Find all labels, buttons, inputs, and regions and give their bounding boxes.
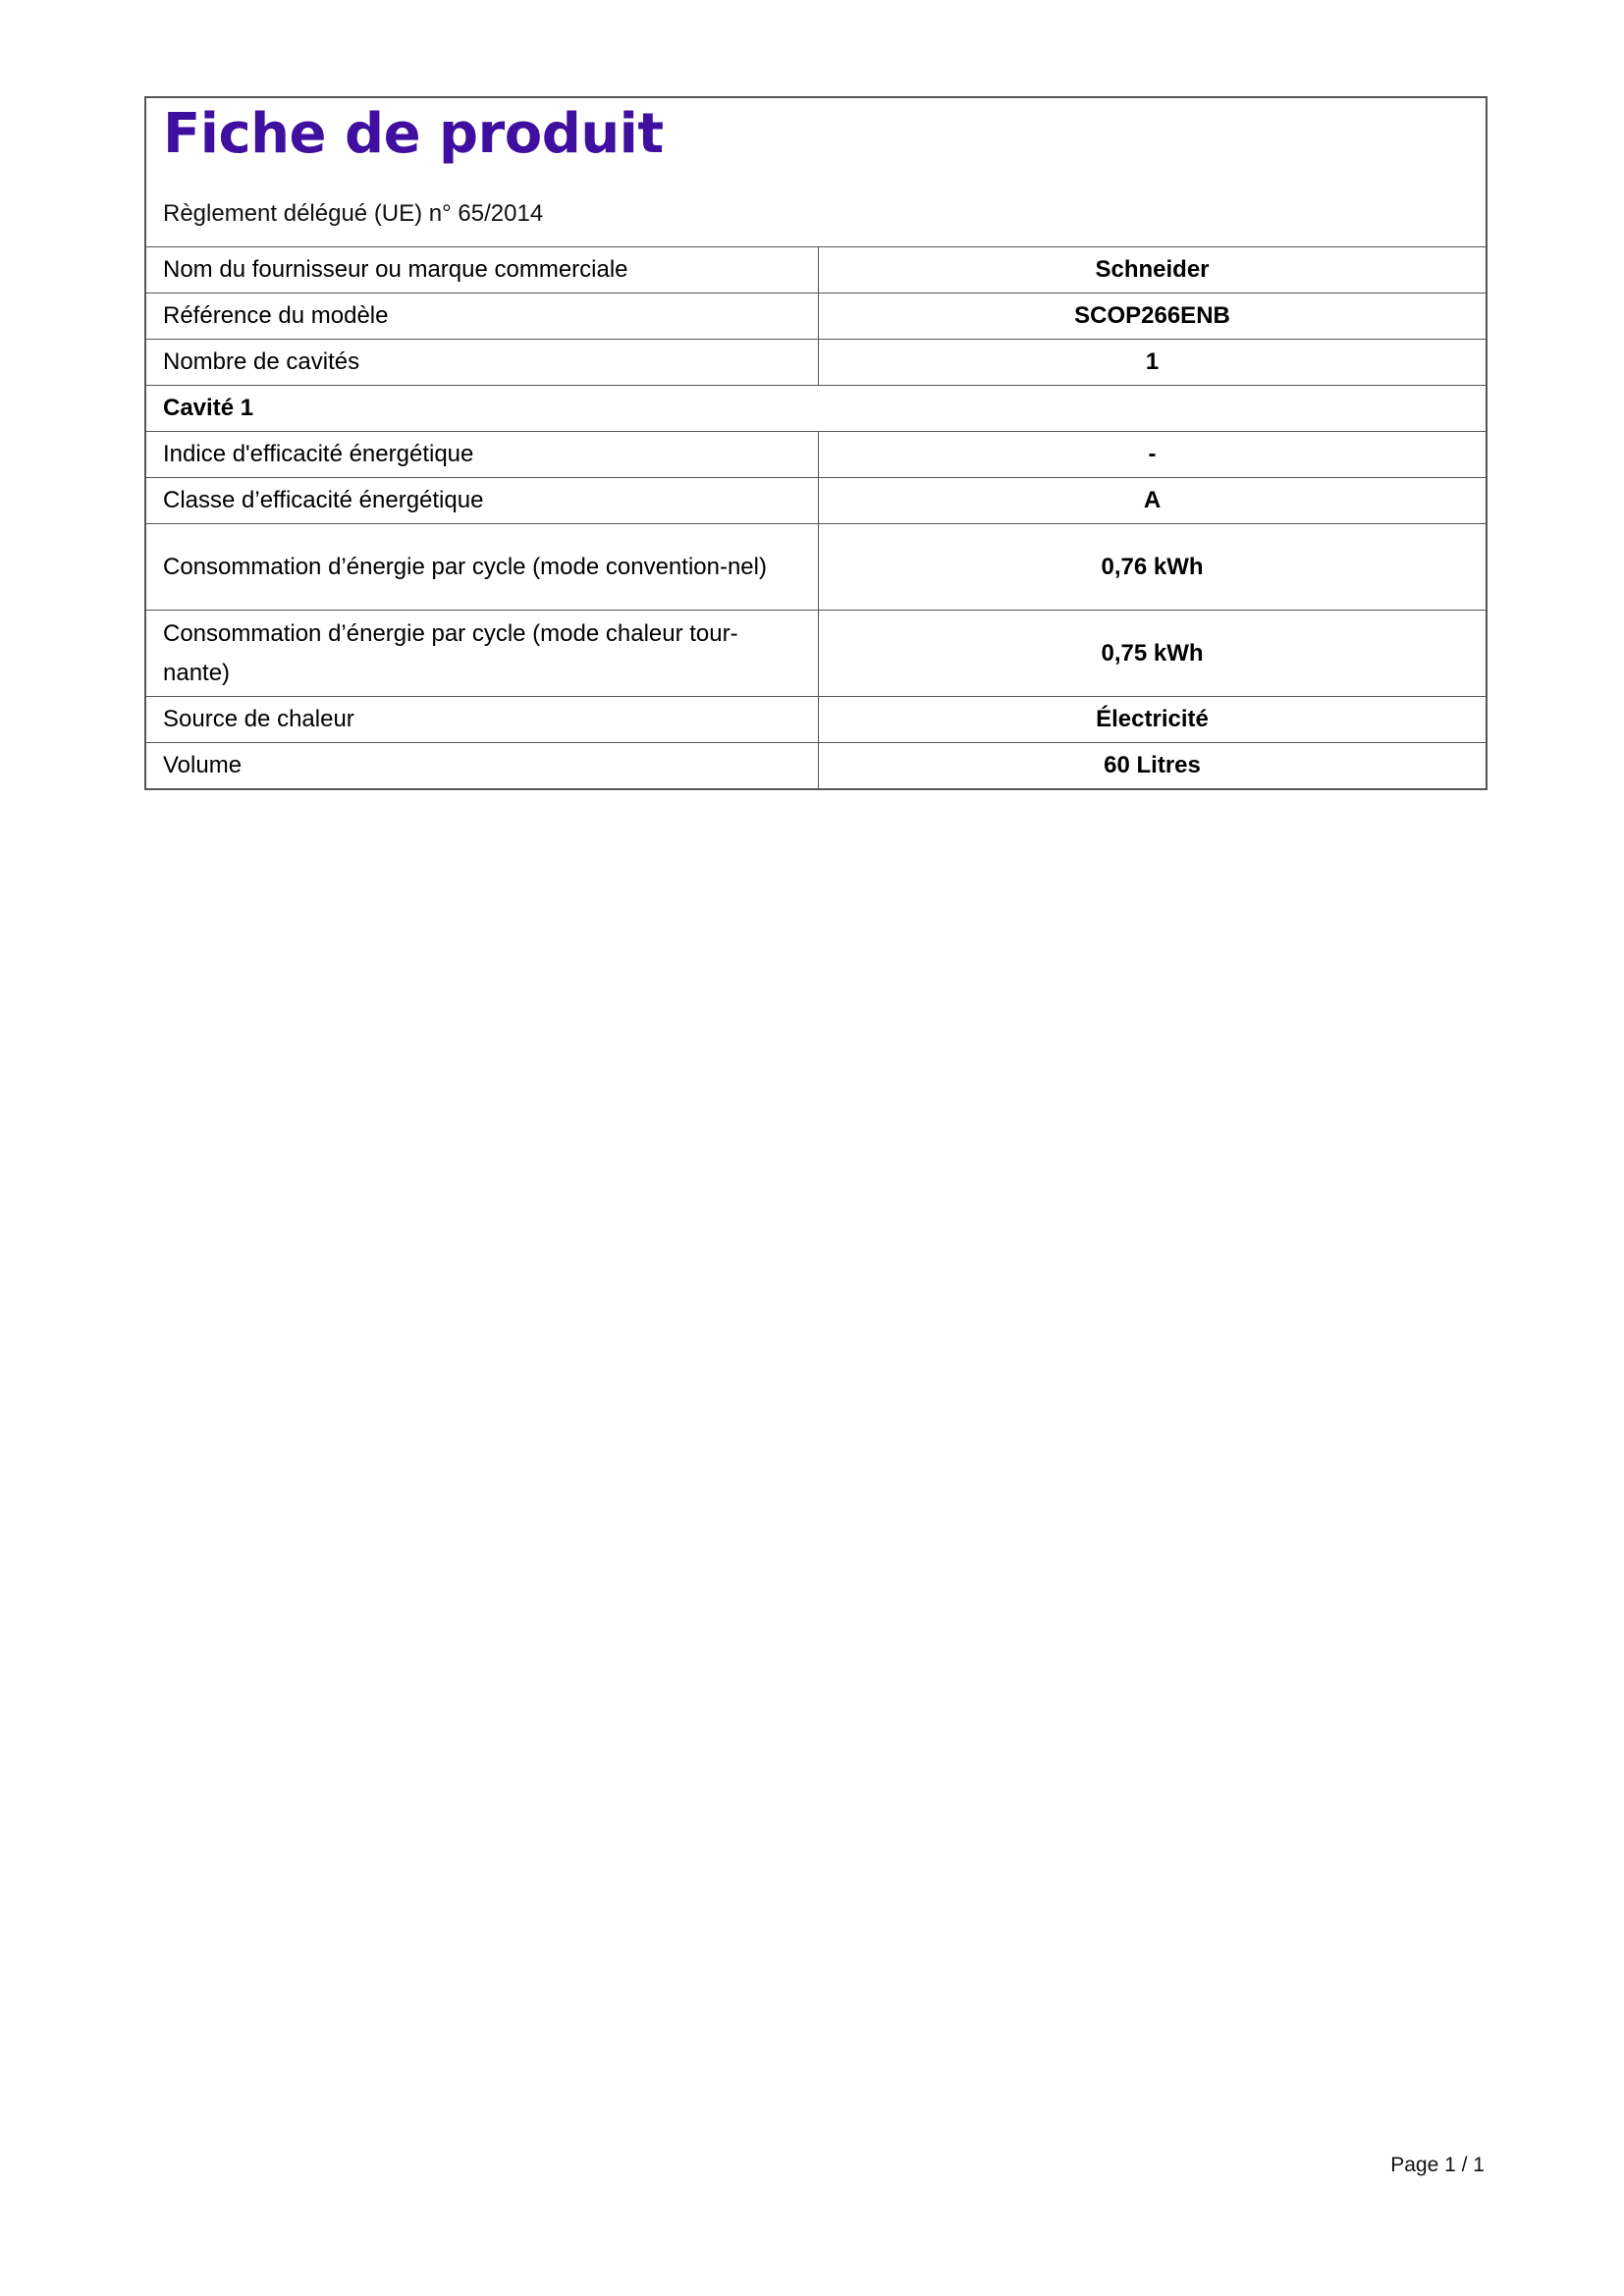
table-row — [146, 697, 1486, 743]
row-label: Consommation d’énergie par cycle (mode chaleur tour-nante) — [146, 611, 819, 697]
table-row — [146, 432, 1486, 478]
row-value: A — [819, 478, 1487, 524]
page-number: Page 1 / 1 — [1390, 2154, 1485, 2176]
row-value: Électricité — [819, 697, 1487, 743]
section-row — [146, 386, 1486, 432]
table-row — [146, 340, 1486, 386]
row-label: Volume — [146, 743, 819, 789]
table-row — [146, 524, 1486, 611]
table-row — [146, 294, 1486, 340]
row-label: Classe d’efficacité énergétique — [146, 478, 819, 524]
section-label: Cavité 1 — [146, 386, 1486, 432]
row-label: Consommation d’énergie par cycle (mode convention-nel) — [146, 524, 819, 611]
row-value: 0,75 kWh — [819, 611, 1487, 697]
spec-table — [146, 247, 1486, 788]
row-label: Source de chaleur — [146, 697, 819, 743]
table-row — [146, 743, 1486, 789]
row-value: - — [819, 432, 1487, 478]
table-row — [146, 478, 1486, 524]
row-label: Nombre de cavités — [146, 340, 819, 386]
row-value: 0,76 kWh — [819, 524, 1487, 611]
row-label: Référence du modèle — [146, 294, 819, 340]
regulation-reference: Règlement délégué (UE) n° 65/2014 — [163, 200, 544, 227]
table-row — [146, 611, 1486, 697]
row-label: Indice d'efficacité énergétique — [146, 432, 819, 478]
row-value: 1 — [819, 340, 1487, 386]
page-title: Fiche de produit — [163, 102, 664, 166]
table-row — [146, 247, 1486, 294]
sheet-header — [146, 98, 1486, 247]
row-label: Nom du fournisseur ou marque commerciale — [146, 247, 819, 294]
product-sheet — [144, 96, 1488, 790]
row-value: 60 Litres — [819, 743, 1487, 789]
row-value: Schneider — [819, 247, 1487, 294]
row-value: SCOP266ENB — [819, 294, 1487, 340]
